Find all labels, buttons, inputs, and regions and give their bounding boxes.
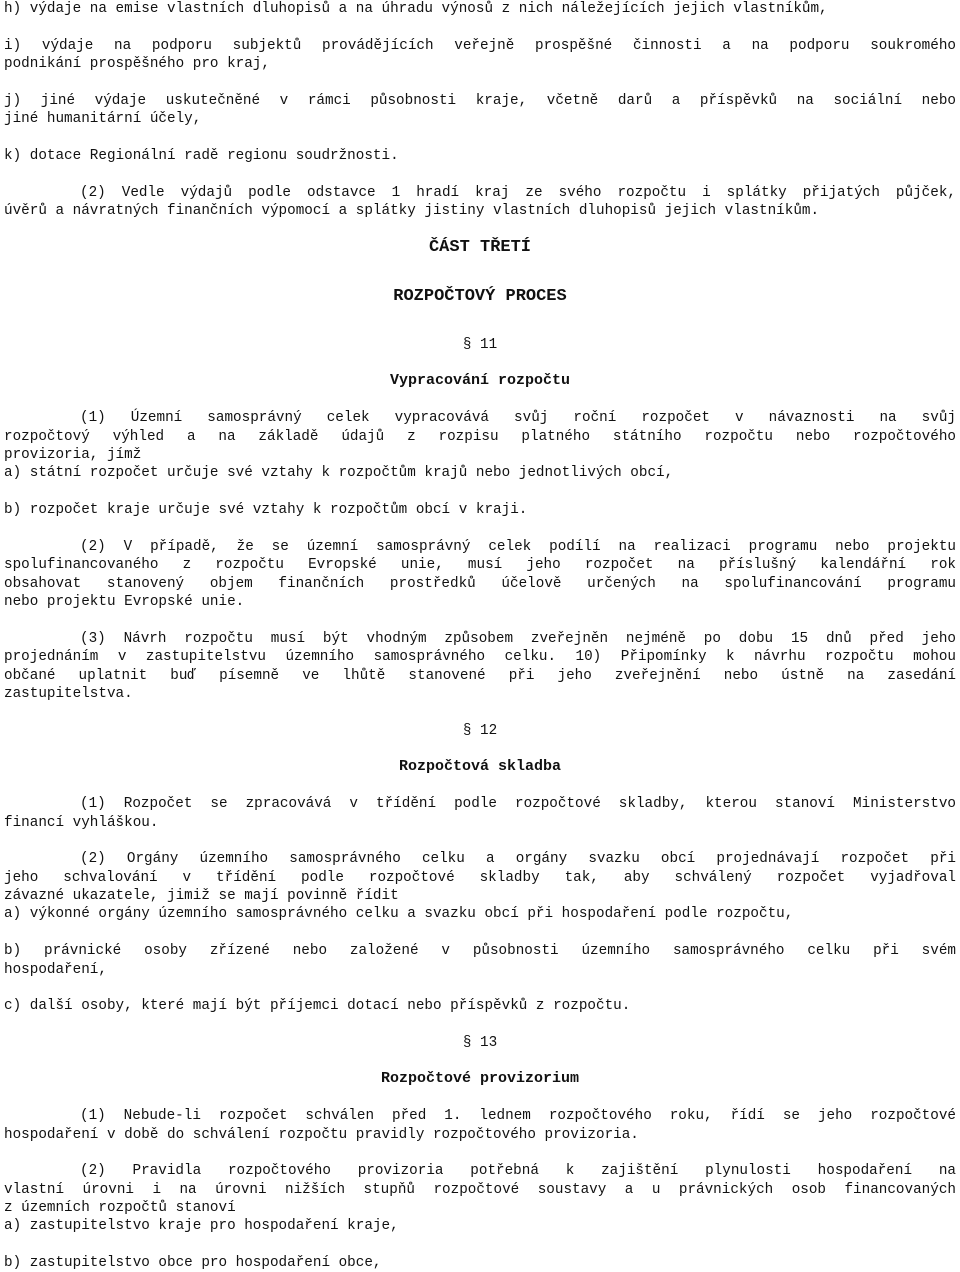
text-line: vlastní úrovni i na úrovni nižších stupňů rozpočtové soustavy a u právnických osob financovaných [4, 1182, 956, 1198]
text-line: a) státní rozpočet určuje své vztahy k rozpočtům krajů nebo jednotlivých obcí, [4, 465, 674, 481]
text-line: b) zastupitelstvo obce pro hospodaření obce, [4, 1255, 382, 1271]
text-line: (2) Orgány územního samosprávného celku a orgány svazku obcí projednávají rozpočet při [80, 851, 956, 867]
section-number: § 13 [462, 1035, 498, 1051]
part-title: ČÁST TŘETÍ [428, 238, 532, 257]
section-title: Rozpočtové provizorium [380, 1070, 580, 1087]
text-line: z územních rozpočtů stanoví [4, 1200, 236, 1216]
text-line: h) výdaje na emise vlastních dluhopisů a na úhradu výnosů z nich náležejících jejich vlastníkům, [4, 1, 828, 17]
text-line: občané uplatnit buď písemně ve lhůtě stanovené při jeho zveřejnění nebo ústně na zasedání [4, 668, 956, 684]
text-line: a) zastupitelstvo kraje pro hospodaření kraje, [4, 1218, 399, 1234]
section-number: § 12 [462, 723, 498, 739]
text-line: (1) Rozpočet se zpracovává v třídění podle rozpočtové skladby, kterou stanoví Ministerstvo [80, 796, 956, 812]
text-line: j) jiné výdaje uskutečněné v rámci působnosti kraje, včetně darů a příspěvků na sociální nebo [4, 93, 956, 109]
text-line: (2) V případě, že se územní samosprávný celek podílí na realizaci programu nebo projektu [80, 539, 956, 555]
chapter-title: ROZPOČTOVÝ PROCES [393, 287, 567, 306]
text-line: podnikání prospěšného pro kraj, [4, 56, 270, 72]
text-line: provizoria, jímž [4, 447, 142, 463]
section-number: § 11 [462, 337, 498, 353]
text-line: financí vyhláškou. [4, 815, 159, 831]
text-line: rozpočtový výhled a na základě údajů z rozpisu platného státního rozpočtu nebo rozpočtového [4, 429, 956, 445]
text-line: (1) Nebude-li rozpočet schválen před 1. lednem rozpočtového roku, řídí se jeho rozpočtové [80, 1108, 956, 1124]
text-line: hospodaření v době do schválení rozpočtu pravidly rozpočtového provizoria. [4, 1127, 639, 1143]
text-line: (3) Návrh rozpočtu musí být vhodným způsobem zveřejněn nejméně po dobu 15 dnů před jeho [80, 631, 956, 647]
text-line: b) rozpočet kraje určuje své vztahy k rozpočtům obcí v kraji. [4, 502, 528, 518]
text-line: projednáním v zastupitelstvu územního samosprávného celku. 10) Připomínky k návrhu rozpočtu mohou [4, 649, 956, 665]
text-line: c) další osoby, které mají být příjemci dotací nebo příspěvků z rozpočtu. [4, 998, 631, 1014]
text-line: b) právnické osoby zřízené nebo založené v působnosti územního samosprávného celku při svém [4, 943, 956, 959]
text-line: a) výkonné orgány územního samosprávného celku a svazku obcí při hospodaření podle rozpočtu, [4, 906, 794, 922]
text-line: i) výdaje na podporu subjektů provádějících veřejně prospěšné činnosti a na podporu soukromého [4, 38, 956, 54]
text-line: jiné humanitární účely, [4, 111, 202, 127]
text-line: spolufinancovaného z rozpočtu Evropské unie, musí jeho rozpočet na příslušný kalendářní rok [4, 557, 956, 573]
text-line: (2) Pravidla rozpočtového provizoria potřebná k zajištění plynulosti hospodaření na [80, 1163, 956, 1179]
text-line: úvěrů a návratných finančních výpomocí a splátky jistiny vlastních dluhopisů jejich vlastníkům. [4, 203, 820, 219]
text-line: (2) Vedle výdajů podle odstavce 1 hradí kraj ze svého rozpočtu i splátky přijatých půjček, [80, 185, 956, 201]
text-line: zastupitelstva. [4, 686, 133, 702]
section-title: Vypracování rozpočtu [389, 372, 571, 389]
text-line: jeho schvalování v třídění podle rozpočtové skladby tak, aby schválený rozpočet vyjadřoval [4, 870, 956, 886]
text-line: (1) Územní samosprávný celek vypracovává svůj roční rozpočet v návaznosti na svůj [80, 410, 956, 426]
text-line: obsahovat stanovený objem finančních prostředků účelově určených na spolufinancování programu [4, 576, 956, 592]
section-title: Rozpočtová skladba [398, 758, 562, 775]
text-line: hospodaření, [4, 962, 107, 978]
text-line: nebo projektu Evropské unie. [4, 594, 245, 610]
text-line: závazné ukazatele, jimiž se mají povinně řídit [4, 888, 399, 904]
text-line: k) dotace Regionální radě regionu soudržnosti. [4, 148, 399, 164]
